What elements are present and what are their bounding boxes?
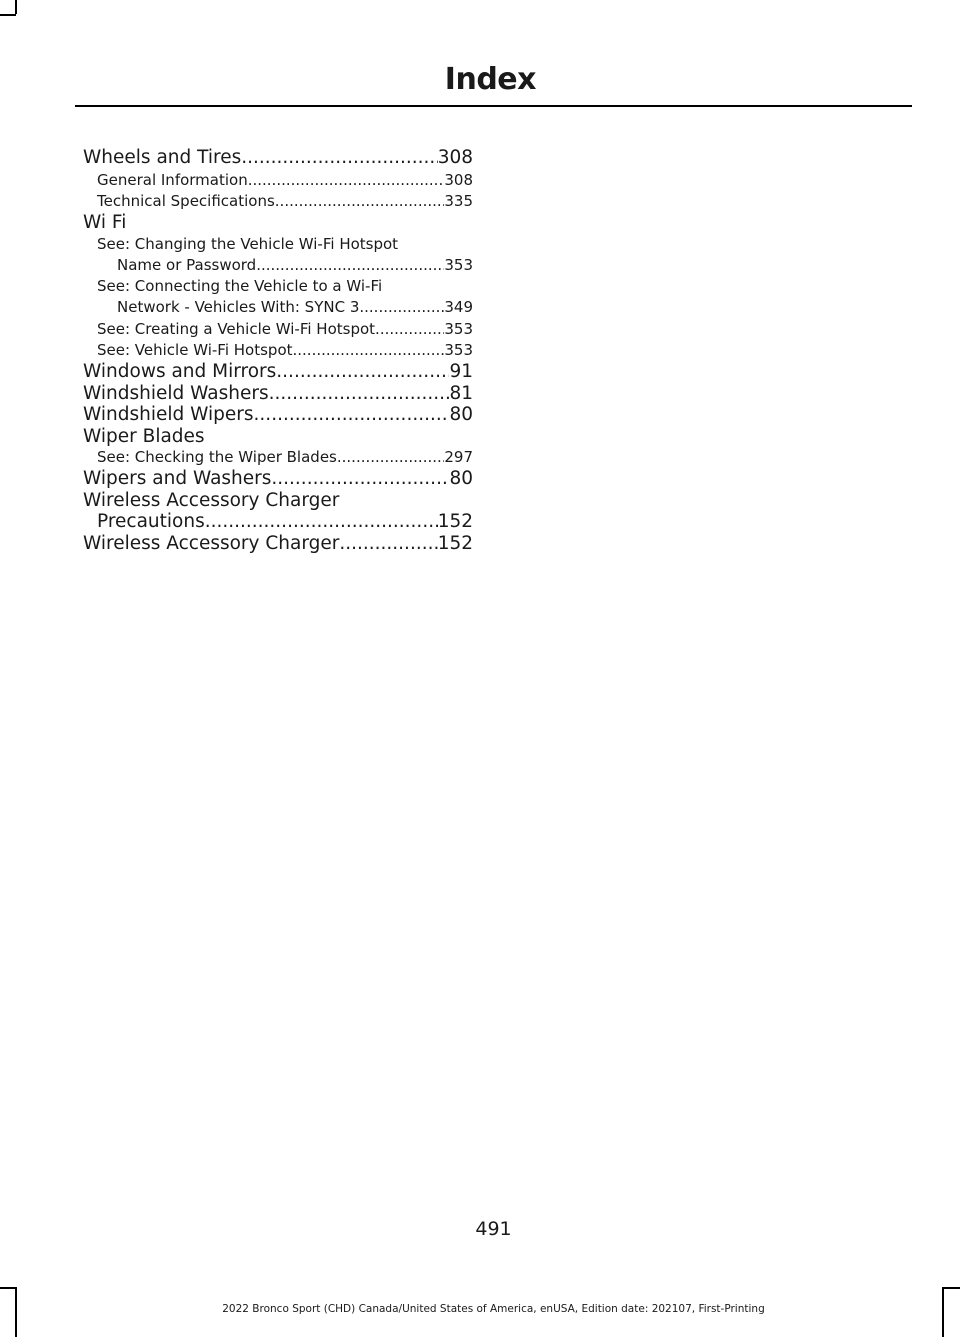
entry-label: Wipers and Washers — [83, 468, 272, 490]
dot-leader — [339, 533, 437, 555]
dot-leader — [271, 468, 449, 490]
index-subentry — [83, 191, 473, 212]
dot-leader — [276, 361, 449, 383]
entry-page: 152 — [437, 511, 473, 533]
index-subentry-line: See: Connecting the Vehicle to a Wi-Fi — [97, 277, 383, 296]
index-subentry — [83, 297, 473, 318]
crop-mark-bottom-left — [0, 1287, 16, 1289]
entry-page: 297 — [444, 448, 473, 466]
index-entry-line: Wireless Accessory Charger — [83, 489, 340, 511]
index-entry — [83, 383, 473, 405]
dot-leader — [248, 170, 445, 191]
entry-page: 152 — [437, 532, 473, 554]
entry-page: 91 — [449, 361, 473, 382]
index-entry — [83, 361, 473, 383]
dot-leader — [293, 340, 445, 361]
dot-leader — [205, 511, 438, 533]
dot-leader — [241, 146, 437, 170]
dot-leader — [256, 255, 444, 276]
dot-leader — [375, 319, 444, 340]
dot-leader — [337, 447, 444, 468]
index-subentry — [83, 447, 473, 468]
footer-text: 2022 Bronco Sport (CHD) Canada/United States of America, enUSA, Edition date: 202107, First-Printing — [222, 1303, 765, 1315]
dot-leader — [269, 383, 450, 405]
entry-label: See: Vehicle Wi-Fi Hotspot — [97, 340, 293, 359]
index-entry — [83, 146, 473, 170]
entry-page: 353 — [444, 319, 473, 338]
page-number: 491 — [475, 1218, 512, 1240]
entry-page: 308 — [444, 171, 473, 189]
entry-label: Windows and Mirrors — [83, 361, 277, 382]
index-entry — [83, 404, 473, 426]
entry-page: 80 — [449, 404, 473, 425]
crop-mark-top-left — [0, 14, 16, 16]
entry-page: 349 — [444, 298, 473, 317]
index-subentry — [83, 340, 473, 361]
index-entry — [83, 533, 473, 555]
crop-mark-bottom-right — [942, 1287, 960, 1289]
dot-leader — [359, 297, 444, 318]
entry-page: 308 — [437, 147, 473, 168]
entry-label: Precautions — [97, 511, 205, 533]
entry-label: See: Creating a Vehicle Wi-Fi Hotspot — [97, 319, 376, 338]
index-subentry — [83, 319, 473, 340]
dot-leader — [275, 191, 445, 212]
entry-label: Windshield Washers — [83, 382, 269, 404]
index-subentry — [83, 170, 473, 191]
index-subentry — [83, 255, 473, 276]
dot-leader — [254, 404, 450, 426]
page-title: Index — [444, 62, 536, 97]
index-column — [83, 146, 473, 554]
entry-page: 353 — [444, 340, 473, 359]
entry-label: General Information — [97, 171, 248, 189]
crop-mark-top-left — [15, 0, 17, 14]
index-entry — [83, 511, 473, 533]
entry-label: Wireless Accessory Charger — [83, 532, 340, 554]
entry-label: Technical Specifications — [97, 192, 275, 211]
index-entry — [83, 468, 473, 490]
entry-label: Name or Password — [117, 256, 257, 275]
index-entry: Wi Fi — [83, 212, 127, 234]
index-entry: Wiper Blades — [83, 425, 205, 447]
entry-label: Windshield Wipers — [83, 404, 254, 425]
index-subentry-line: See: Changing the Vehicle Wi-Fi Hotspot — [97, 234, 399, 253]
entry-label: See: Checking the Wiper Blades — [97, 448, 337, 466]
entry-label: Network - Vehicles With: SYNC 3 — [117, 298, 360, 317]
entry-page: 80 — [449, 468, 473, 490]
entry-page: 335 — [444, 192, 473, 211]
entry-label: Wheels and Tires — [83, 147, 242, 168]
header-divider — [75, 105, 912, 107]
entry-page: 353 — [444, 256, 473, 275]
entry-page: 81 — [449, 382, 473, 404]
